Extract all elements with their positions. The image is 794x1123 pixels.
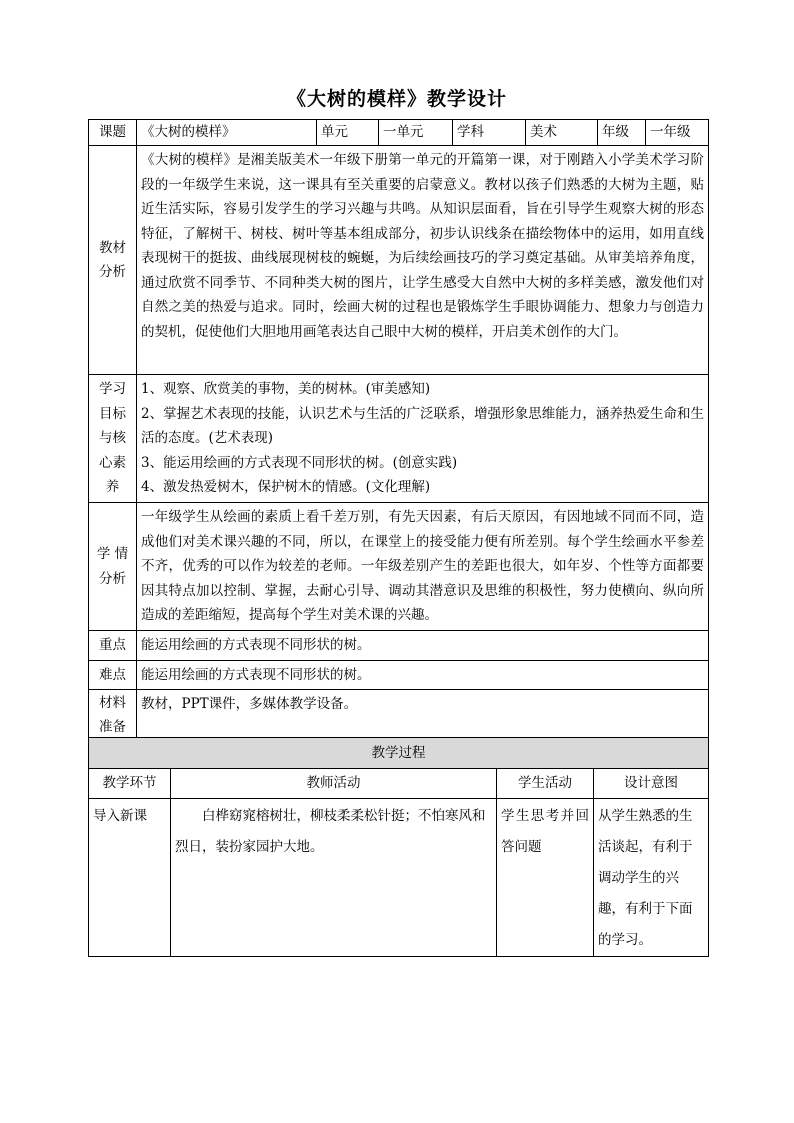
grade-value: 一年级	[646, 120, 709, 146]
column-student: 学生活动	[497, 769, 594, 799]
difficulty-label: 难点	[89, 660, 137, 690]
lesson-info-table	[88, 119, 709, 741]
materials-label: 材料 准备	[89, 690, 137, 741]
topic-label: 课题	[89, 120, 137, 146]
objective-item: 1、观察、欣赏美的事物，美的树林。(审美感知)	[141, 381, 431, 397]
document-title: 《大树的模样》教学设计	[286, 88, 507, 110]
teacher-activity-cell: 白桦窈窕榕树壮，柳枝柔柔松针挺；不怕寒风和烈日，装扮家园护大地。	[171, 799, 497, 957]
subject-value: 美术	[526, 120, 598, 146]
objective-item: 4、激发热爱树木，保护树木的情感。(文化理解)	[141, 479, 431, 495]
key-point-label: 重点	[89, 631, 137, 661]
objectives-label: 学习 目标 与核 心素 养	[89, 375, 137, 503]
column-teacher: 教师活动	[171, 769, 497, 799]
learner-text: 一年级学生从绘画的素质上看千差万别，有先天因素，有后天原因，有因地域不同而不同，造成他们对美术课兴趣的不同，所以，在课堂上的接受能力便有所差别。每个学生绘画水平参差不齐，优秀的可以作为较差的老师。一年级差别产生的差距也很大，如年岁、个性等方面都要因其特点加以控制、掌握，去耐心引导、调动其潜意识及思维的积极性，努力使横向、纵向所造成的差距缩短，提高每个学生对美术课的兴趣。	[137, 503, 709, 631]
design-intent-cell: 从学生熟悉的生活谈起，有利于调动学生的兴趣，有利于下面的学习。	[594, 799, 709, 957]
objectives-list	[137, 375, 709, 503]
key-point-text: 能运用绘画的方式表现不同形状的树。	[137, 631, 709, 661]
column-stage: 教学环节	[89, 769, 171, 799]
materials-row	[89, 690, 709, 741]
process-header: 教学过程	[89, 738, 709, 769]
materials-text: 教材，PPT课件，多媒体教学设备。	[137, 690, 709, 741]
process-table	[88, 737, 709, 957]
column-intent: 设计意图	[594, 769, 709, 799]
analysis-row	[89, 146, 709, 375]
difficulty-text: 能运用绘画的方式表现不同形状的树。	[137, 660, 709, 690]
analysis-text: 《大树的模样》是湘美版美术一年级下册第一单元的开篇第一课，对于刚踏入小学美术学习阶段的一年级学生来说，这一课具有至关重要的启蒙意义。教材以孩子们熟悉的大树为主题，贴近生活实际，容易引发学生的学习兴趣与共鸣。从知识层面看，旨在引导学生观察大树的形态特征，了解树干、树枝、树叶等基本组成部分，初步认识线条在描绘物体中的运用，如用直线表现树干的挺拔、曲线展现树枝的蜿蜒，为后续绘画技巧的学习奠定基础。从审美培养角度，通过欣赏不同季节、不同种类大树的图片，让学生感受大自然中大树的多样美感，激发他们对自然之美的热爱与追求。同时，绘画大树的过程也是锻炼学生手眼协调能力、想象力与创造力的契机，促使他们大胆地用画笔表达自己眼中大树的模样，开启美术创作的大门。	[137, 146, 709, 375]
objective-item: 2、掌握艺术表现的技能，认识艺术与生活的广泛联系，增强形象思维能力，涵养热爱生命和生活的态度。(艺术表现)	[141, 405, 704, 446]
student-activity-cell: 学生思考并回答问题	[497, 799, 594, 957]
objectives-row	[89, 375, 709, 503]
stage-cell: 导入新课	[89, 799, 171, 957]
topic-value: 《大树的模样》	[137, 120, 317, 146]
unit-label: 单元	[317, 120, 379, 146]
learner-row	[89, 503, 709, 631]
analysis-label: 教材 分析	[89, 146, 137, 375]
key-point-row	[89, 631, 709, 661]
process-columns-row	[89, 769, 709, 799]
subject-label: 学科	[453, 120, 526, 146]
difficulty-row	[89, 660, 709, 690]
process-header-row	[89, 738, 709, 769]
process-row	[89, 799, 709, 957]
info-row	[89, 120, 709, 146]
learner-label: 学 情 分析	[89, 503, 137, 631]
objective-item: 3、能运用绘画的方式表现不同形状的树。(创意实践)	[141, 454, 458, 471]
unit-value: 一单元	[379, 120, 453, 146]
grade-label: 年级	[598, 120, 646, 146]
